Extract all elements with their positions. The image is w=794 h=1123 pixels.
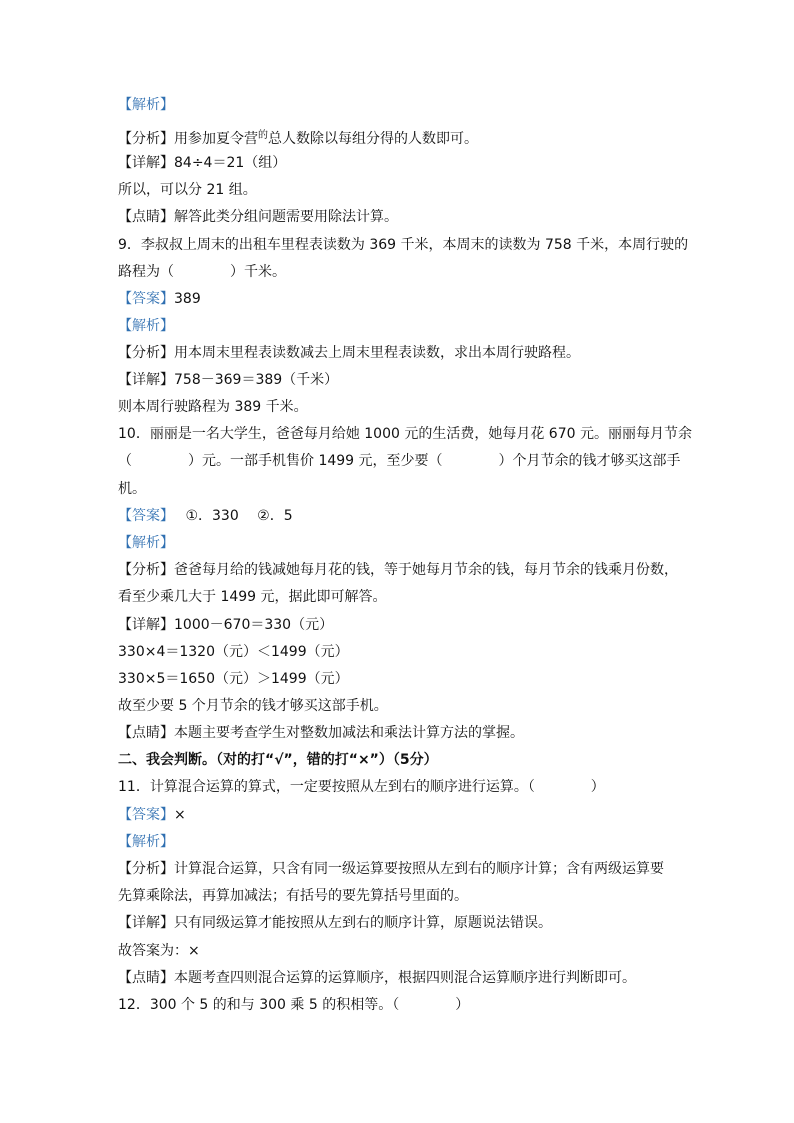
question-10-analysis-2: 看至少乘几大于 1499 元，据此即可解答。 xyxy=(118,589,387,605)
question-9-conclusion: 则本周行驶路程为 389 千米。 xyxy=(118,399,308,415)
analysis-tag: 【解析】 xyxy=(118,97,174,113)
question-9-answer xyxy=(118,290,201,308)
question-9-analysis: 【分析】用本周末里程表读数减去上周末里程表读数，求出本周行驶路程。 xyxy=(118,345,580,361)
question-9-detail: 【详解】758－369＝389（千米） xyxy=(118,372,339,388)
analysis-tag: 【解析】 xyxy=(118,318,174,334)
question-11: 11．计算混合运算的算式，一定要按照从左到右的顺序进行运算。（ ） xyxy=(118,779,605,795)
answer-tag: 【答案】 xyxy=(118,807,174,823)
question-10-answer xyxy=(118,507,293,525)
question-10-detail-1: 【详解】1000－670＝330（元） xyxy=(118,617,334,633)
question-9-line-2: 路程为（ ）千米。 xyxy=(118,264,286,280)
answer-value: × xyxy=(174,807,186,823)
question-12: 12．300 个 5 的和与 300 乘 5 的积相等。（ ） xyxy=(118,997,470,1013)
answer-value: ①．330 ②．5 xyxy=(167,508,293,524)
question-10-line-2: （ ）元。一部手机售价 1499 元，至少要（ ）个月节余的钱才够买这部手 xyxy=(118,453,681,469)
detail-text: 【详解】84÷4＝21（组） xyxy=(118,155,287,171)
question-11-detail: 【详解】只有同级运算才能按照从左到右的顺序计算，原题说法错误。 xyxy=(118,915,552,931)
question-9-line-1: 9．李叔叔上周末的出租车里程表读数为 369 千米，本周末的读数为 758 千米，本周行驶的 xyxy=(118,237,689,253)
analysis-tag: 【解析】 xyxy=(118,834,174,850)
question-11-conclusion: 故答案为：× xyxy=(118,943,200,959)
question-11-answer xyxy=(118,806,186,824)
question-11-analysis-2: 先算乘除法，再算加减法；有括号的要先算括号里面的。 xyxy=(118,888,468,904)
analysis-tag: 【解析】 xyxy=(118,535,174,551)
question-11-key-point: 【点睛】本题考查四则混合运算的运算顺序，根据四则混合运算顺序进行判断即可。 xyxy=(118,970,636,986)
conclusion-text: 所以，可以分 21 组。 xyxy=(118,182,257,198)
answer-tag: 【答案】 xyxy=(118,508,167,524)
answer-value: 389 xyxy=(174,291,201,307)
analysis-text-prefix: 【分析】用参加夏令营 xyxy=(118,131,258,147)
question-10-analysis-1: 【分析】爸爸每月给的钱减她每月花的钱，等于她每月节余的钱，每月节余的钱乘月份数， xyxy=(118,562,678,578)
analysis-text-sup: 的 xyxy=(258,130,268,141)
question-10-line-1: 10．丽丽是一名大学生，爸爸每月给她 1000 元的生活费，她每月花 670 元。丽丽每月节余 xyxy=(118,426,692,442)
question-10-detail-2: 330×4＝1320（元）＜1499（元） xyxy=(118,644,349,660)
answer-tag: 【答案】 xyxy=(118,291,174,307)
question-10-detail-3: 330×5＝1650（元）＞1499（元） xyxy=(118,671,349,687)
key-point-text: 【点睛】解答此类分组问题需要用除法计算。 xyxy=(118,209,398,225)
question-10-key-point: 【点睛】本题主要考查学生对整数加减法和乘法计算方法的掌握。 xyxy=(118,725,524,741)
section-2-heading: 二、我会判断。（对的打“√”，错的打“×”）（5分） xyxy=(118,752,438,768)
analysis-text xyxy=(118,130,478,150)
question-11-analysis-1: 【分析】计算混合运算，只含有同一级运算要按照从左到右的顺序计算；含有两级运算要 xyxy=(118,861,664,877)
question-10-conclusion: 故至少要 5 个月节余的钱才够买这部手机。 xyxy=(118,698,388,714)
analysis-text-suffix: 总人数除以每组分得的人数即可。 xyxy=(268,131,478,147)
question-10-line-3: 机。 xyxy=(118,481,146,497)
